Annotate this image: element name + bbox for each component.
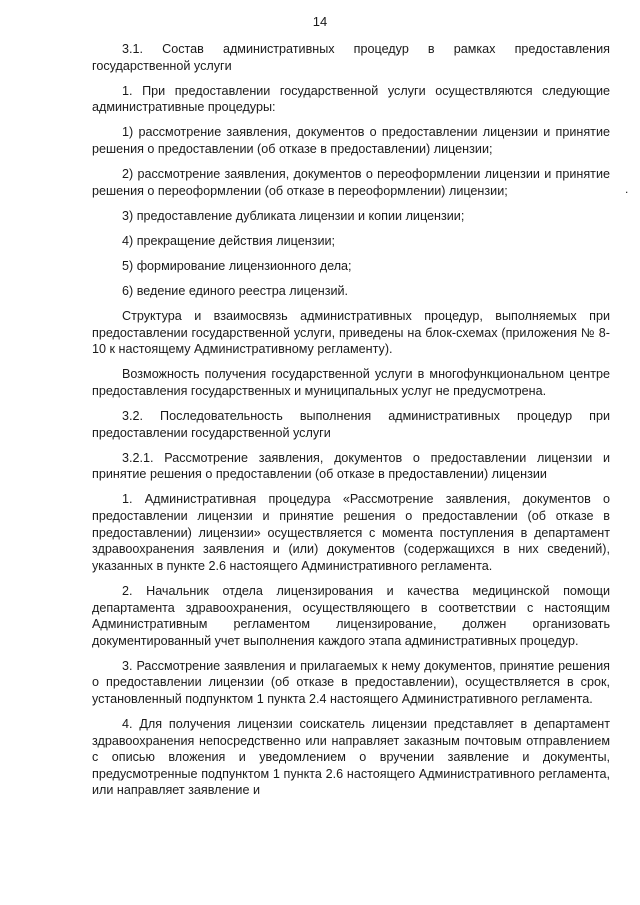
paragraph-point-4: 4. Для получения лицензии соискатель лицензии представляет в департамент здравоохранения непосредственно или направляет заказным почтовым отправлением с описью вложения и уведомлением о вручении заявление и документы, предусмотренные подпунктом 1 пункта 2.6 настоящего Административного регламента, или направляет заявление и [92,717,610,798]
subsection-heading-3-2-1: 3.2.1. Рассмотрение заявления, документов о предоставлении лицензии и принятие решения о предоставлении (об отказе в предоставлении) лицензии [92,450,610,482]
list-item-6: 6) ведение единого реестра лицензий. [122,284,349,299]
list-item-4: 4) прекращение действия лицензии; [122,233,336,248]
paragraph-procedures-intro: 1. При предоставлении государственной услуги осуществляются следующие административные процедуры: [92,83,610,115]
paragraph-point-2: 2. Начальник отдела лицензирования и качества медицинской помощи департамента здравоохранения, осуществляющего в соответствии с настоящим Административным регламентом лицензирование, должен организовать документированный учет выполнения каждого этапа административных процедур. [92,583,610,648]
list-item-2: 2) рассмотрение заявления, документов о переоформлении лицензии и принятие решения о переоформлении (об отказе в переоформлении) лицензии; [92,167,610,198]
paragraph-point-3: 3. Рассмотрение заявления и прилагаемых к нему документов, принятие решения о предоставлении лицензии (об отказе в предоставлении), осуществляется в срок, установленный подпунктом 1 пункта 2.4 настоящего Административного регламента. [92,658,610,706]
paragraph-structure: Структура и взаимосвязь административных процедур, выполняемых при предоставлении государственной услуги, приведены на блок-схемах (приложения № 8-10 к настоящему Административному регламенту). [92,309,610,357]
page-number: 14 [312,14,328,29]
paragraph-mfc: Возможность получения государственной услуги в многофункциональном центре предоставления государственных и муниципальных услуг не предусмотрена. [92,367,610,398]
stray-mark: . [625,182,629,196]
list-item-5: 5) формирование лицензионного дела; [122,258,352,273]
paragraph-point-1: 1. Административная процедура «Рассмотрение заявления, документов о предоставлении лицензии и принятие решения о предоставлении (об отказе в предоставлении) лицензии» осуществляется с момента поступления в департамент здравоохранения заявления и (или) документов (содержащихся в них сведений), указанных в пункте 2.6 настоящего Административного регламента. [92,492,610,573]
section-heading-3-1: 3.1. Состав административных процедур в рамках предоставления государственной услуги [92,42,610,73]
section-heading-3-2: 3.2. Последовательность выполнения административных процедур при предоставлении государственной услуги [92,409,610,440]
list-item-3: 3) предоставление дубликата лицензии и копии лицензии; [122,208,465,223]
document-body [92,41,610,808]
list-item-1: 1) рассмотрение заявления, документов о предоставлении лицензии и принятие решения о предоставлении (об отказе в предоставлении) лицензии; [92,125,610,156]
